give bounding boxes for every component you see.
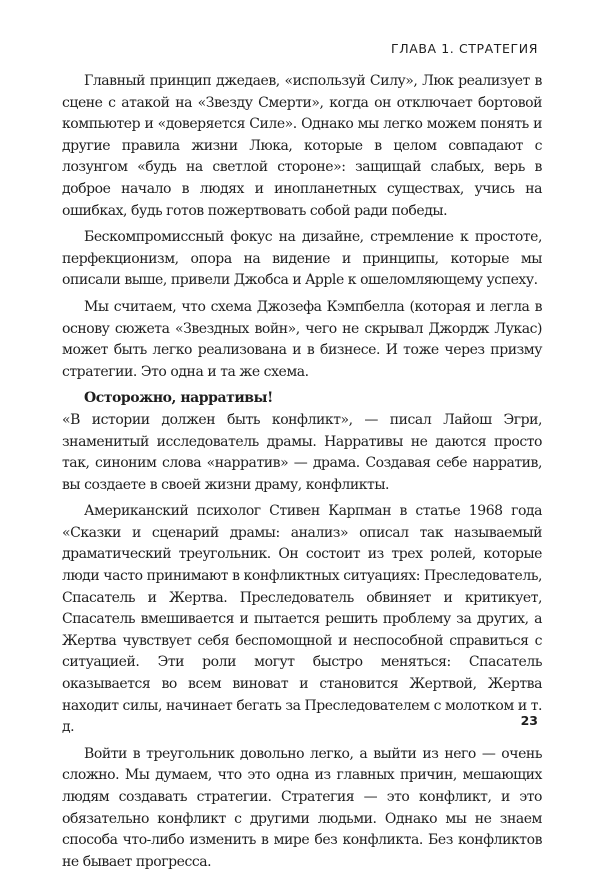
page-number: 23 — [520, 713, 538, 728]
body-text — [62, 71, 542, 873]
paragraph-5: Американский психолог Стивен Карпман в статье 1968 года «Сказки и сценарий драмы: анализ» описал так называемый драматический треугольник. Он состоит из трех ролей, которые люди часто принимают в конфликтных ситуациях: Преследователь, Спасатель и Жертва. Преследователь обвиняет и критикует, Спасатель вмешивается и пытается решить проблему за других, а Жертва чувствует себя беспомощной и неспособной справиться с ситуацией. Эти роли могут быстро меняться: Спасатель оказывается во всем виноват и становится Жертвой, Жертва находит силы, начинает бегать за Преследователем с молотком и т. д. — [62, 503, 542, 736]
running-head: ГЛАВА 1. СТРАТЕГИЯ — [390, 41, 538, 56]
section-subheading: Осторожно, нарративы! — [84, 390, 273, 407]
paragraph-3: Мы считаем, что схема Джозефа Кэмпбелла (которая и легла в основу сюжета «Звездных войн», чего не скрывал Джордж Лукас) может быть легко реализована и в бизнесе. И тоже через призму стратегии. Это одна и та же схема. — [62, 298, 542, 380]
paragraph-1: Главный принцип джедаев, «используй Силу», Люк реализует в сцене с атакой на «Звезду Смерти», когда он отключает бортовой компьютер и «доверяется Силе». Однако мы легко можем понять и другие правила жизни Люка, которые в целом совпадают с лозунгом «будь на светлой стороне»: защищай слабых, верь в доброе начало в людях и инопланетных существах, учись на ошибках, будь готов пожертвовать собой ради победы. — [62, 73, 542, 219]
paragraph-4: «В истории должен быть конфликт», — писал Лайош Эгри, знаменитый исследователь драмы. Нарративы не даются просто так, синоним слова «нарратив» — драма. Создавая себе нарратив, вы создаете в своей жизни драму, конфликты. — [62, 411, 542, 493]
paragraph-2: Бескомпромиссный фокус на дизайне, стремление к простоте, перфекционизм, опора на видение и принципы, которые мы описали выше, привели Джобса и Apple к ошеломляющему успеху. — [62, 229, 542, 289]
paragraph-6: Войти в треугольник довольно легко, а выйти из него — очень сложно. Мы думаем, что это одна из главных причин, мешающих людям создавать стратегии. Стратегия — это конфликт, и это обязательно конфликт с другими людьми. Однако мы не знаем способа что-либо изменить в мире без конфликта. Без конфликтов не бывает прогресса. — [62, 745, 542, 870]
